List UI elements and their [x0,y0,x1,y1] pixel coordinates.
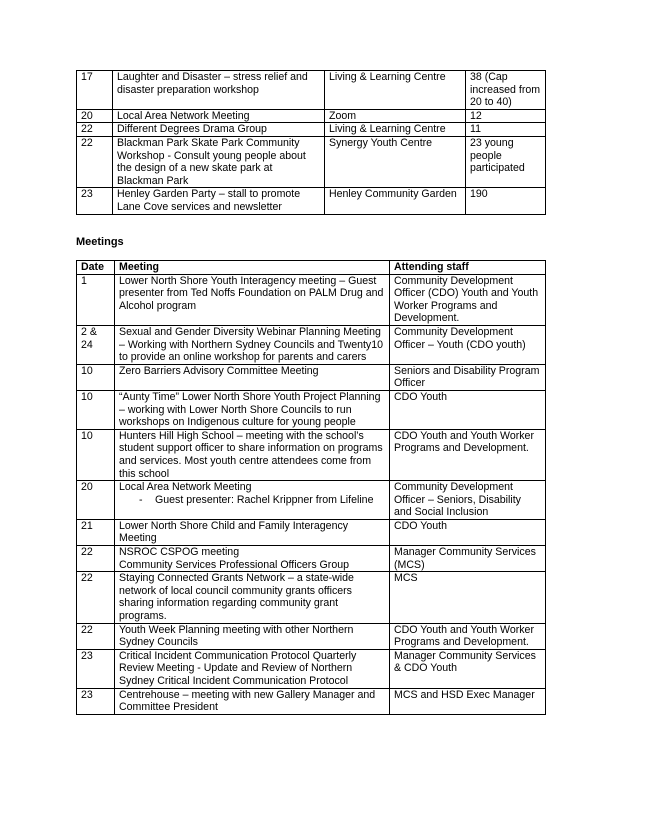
table-row [77,688,546,714]
meeting-description-cell [115,481,390,520]
event-date: 17 [77,71,113,110]
meeting-date: 10 [77,390,115,429]
table-row [77,188,546,214]
event-attendance: 190 [466,188,546,214]
meeting-description: Lower North Shore Child and Family Interagency Meeting [115,519,390,545]
event-attendance: 23 young people participated [466,136,546,187]
event-date: 20 [77,109,113,123]
table-row [77,364,546,390]
event-venue: Living & Learning Centre [325,123,466,137]
meeting-description: Staying Connected Grants Network – a state-wide network of local council community grants officers sharing information regarding community grant programs. [115,572,390,623]
event-attendance: 12 [466,109,546,123]
meeting-staff: CDO Youth and Youth Worker Programs and Development. [390,623,546,649]
event-name: Blackman Park Skate Park Community Workshop - Consult young people about the design of a new skate park at Blackman Park [113,136,325,187]
meeting-description: Centrehouse – meeting with new Gallery Manager and Committee President [115,688,390,714]
events-table [76,70,546,215]
table-row [77,519,546,545]
meeting-date: 23 [77,649,115,688]
event-attendance: 11 [466,123,546,137]
meeting-staff: CDO Youth and Youth Worker Programs and Development. [390,429,546,480]
table-row [77,390,546,429]
meeting-description-cell [115,546,390,572]
meeting-description: Youth Week Planning meeting with other Northern Sydney Councils [115,623,390,649]
table-row [77,649,546,688]
meeting-date: 23 [77,688,115,714]
meeting-sub-text: Guest presenter: Rachel Krippner from Lifeline [155,493,374,506]
meeting-staff: Manager Community Services (MCS) [390,546,546,572]
column-header-staff: Attending staff [390,261,546,275]
meeting-staff: Manager Community Services & CDO Youth [390,649,546,688]
event-venue: Henley Community Garden [325,188,466,214]
table-row [77,572,546,623]
meeting-date: 1 [77,274,115,325]
meeting-date: 10 [77,429,115,480]
meeting-sub-item [119,494,385,507]
event-name: Laughter and Disaster – stress relief and disaster preparation workshop [113,71,325,110]
dash-bullet: - [139,493,143,506]
meeting-description: Hunters Hill High School – meeting with the school’s student support officer to share information on programs and services. Most youth centre attendees come from this school [115,429,390,480]
header-row [77,261,546,275]
meeting-date: 22 [77,572,115,623]
meeting-staff: CDO Youth [390,519,546,545]
meeting-description: Lower North Shore Youth Interagency meeting – Guest presenter from Ted Noffs Foundation on PALM Drug and Alcohol program [115,274,390,325]
event-venue: Living & Learning Centre [325,71,466,110]
table-row [77,546,546,572]
table-row [77,481,546,520]
meeting-date: 2 & 24 [77,325,115,364]
event-date: 22 [77,123,113,137]
table-row [77,429,546,480]
event-name: Different Degrees Drama Group [113,123,325,137]
table-row [77,136,546,187]
event-attendance: 38 (Cap increased from 20 to 40) [466,71,546,110]
meeting-date: 20 [77,481,115,520]
meeting-date: 22 [77,623,115,649]
meeting-staff: Community Development Officer (CDO) Youth and Youth Worker Programs and Development. [390,274,546,325]
meeting-description: Zero Barriers Advisory Committee Meeting [115,364,390,390]
meeting-description-line2: Community Services Professional Officers Group [119,558,350,571]
table-row [77,71,546,110]
table-row [77,123,546,137]
table-row [77,274,546,325]
table-row [77,109,546,123]
table-row [77,623,546,649]
meeting-description: NSROC CSPOG meeting [119,546,240,559]
meeting-staff: CDO Youth [390,390,546,429]
meeting-staff: Community Development Officer – Youth (CDO youth) [390,325,546,364]
event-date: 22 [77,136,113,187]
meeting-date: 21 [77,519,115,545]
meeting-staff: MCS [390,572,546,623]
meeting-description: Sexual and Gender Diversity Webinar Planning Meeting – Working with Northern Sydney Councils and Twenty10 to provide an online workshop for parents and carers [115,325,390,364]
meeting-description: Local Area Network Meeting [119,481,252,494]
event-date: 23 [77,188,113,214]
meeting-staff: MCS and HSD Exec Manager [390,688,546,714]
meeting-date: 22 [77,546,115,572]
meetings-heading: Meetings [76,236,124,248]
meeting-description: “Aunty Time” Lower North Shore Youth Project Planning – working with Lower North Shore Councils to run workshops on Indigenous culture for young people [115,390,390,429]
column-header-date: Date [77,261,115,275]
meeting-staff: Seniors and Disability Program Officer [390,364,546,390]
event-name: Henley Garden Party – stall to promote Lane Cove services and newsletter [113,188,325,214]
event-venue: Synergy Youth Centre [325,136,466,187]
event-venue: Zoom [325,109,466,123]
table-row [77,325,546,364]
column-header-meeting: Meeting [115,261,390,275]
meetings-table [76,260,546,715]
meeting-description: Critical Incident Communication Protocol Quarterly Review Meeting - Update and Review of Northern Sydney Critical Incident Communication Protocol [115,649,390,688]
event-name: Local Area Network Meeting [113,109,325,123]
meeting-date: 10 [77,364,115,390]
meeting-staff: Community Development Officer – Seniors, Disability and Social Inclusion [390,481,546,520]
